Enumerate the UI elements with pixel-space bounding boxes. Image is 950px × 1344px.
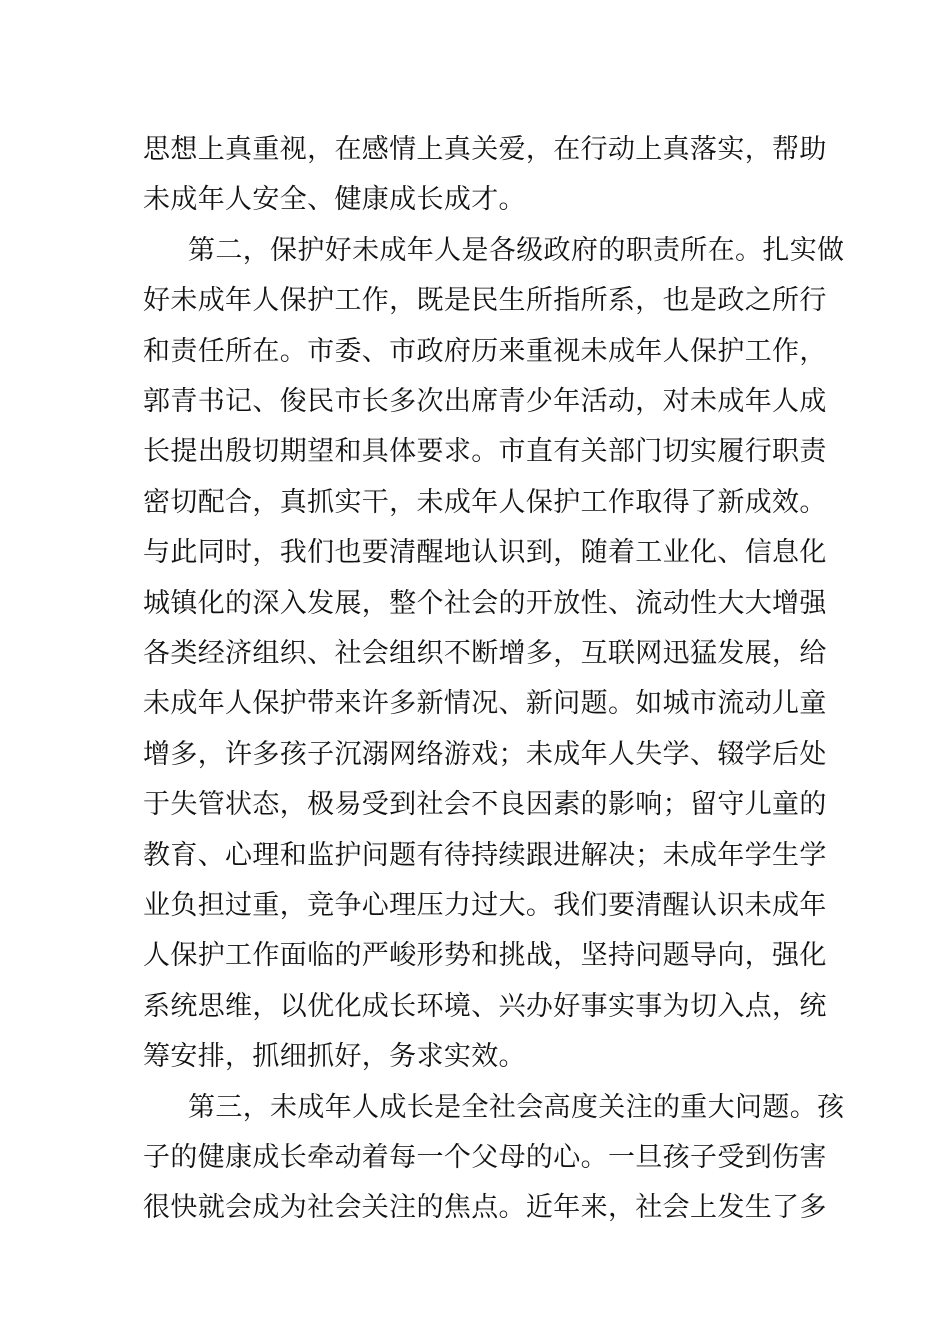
paragraph-2-first-line: 第二，保护好未成年人是各级政府的职责所在。扎实做 [188,235,845,266]
text-line-18: 系统思维，以优化成长环境、兴办好事实事为切入点，统 [143,991,827,1022]
text-line-8: 密切配合，真抓实干，未成年人保护工作取得了新成效。 [143,487,827,518]
text-line-17: 人保护工作面临的严峻形势和挑战，坚持问题导向，强化 [143,940,827,971]
text-line-4: 好未成年人保护工作，既是民生所指所系，也是政之所行 [143,285,827,316]
text-line-15: 教育、心理和监护问题有待持续跟进解决；未成年学生学 [143,840,827,871]
text-line-11: 各类经济组织、社会组织不断增多，互联网迅猛发展，给 [143,638,827,669]
paragraph-3-first-line: 第三，未成年人成长是全社会高度关注的重大问题。孩 [188,1092,845,1123]
text-line-16: 业负担过重，竞争心理压力过大。我们要清醒认识未成年 [143,890,827,921]
text-line-14: 于失管状态，极易受到社会不良因素的影响；留守儿童的 [143,789,827,820]
text-line-1: 思想上真重视，在感情上真关爱，在行动上真落实，帮助 [143,134,827,165]
text-line-9: 与此同时，我们也要清醒地认识到，随着工业化、信息化 [143,537,827,568]
text-line-6: 郭青书记、俊民市长多次出席青少年活动，对未成年人成 [143,386,827,417]
text-line-19: 筹安排，抓细抓好，务求实效。 [143,1041,526,1072]
text-line-2: 未成年人安全、健康成长成才。 [143,184,526,215]
text-line-12: 未成年人保护带来许多新情况、新问题。如城市流动儿童 [143,688,827,719]
text-line-7: 长提出殷切期望和具体要求。市直有关部门切实履行职责 [143,436,827,467]
text-line-22: 很快就会成为社会关注的焦点。近年来，社会上发生了多 [143,1192,827,1223]
text-line-21: 子的健康成长牵动着每一个父母的心。一旦孩子受到伤害 [143,1142,827,1173]
text-line-10: 城镇化的深入发展，整个社会的开放性、流动性大大增强 [143,588,827,619]
text-line-5: 和责任所在。市委、市政府历来重视未成年人保护工作， [143,336,827,367]
text-line-13: 增多，许多孩子沉溺网络游戏；未成年人失学、辍学后处 [143,739,827,770]
